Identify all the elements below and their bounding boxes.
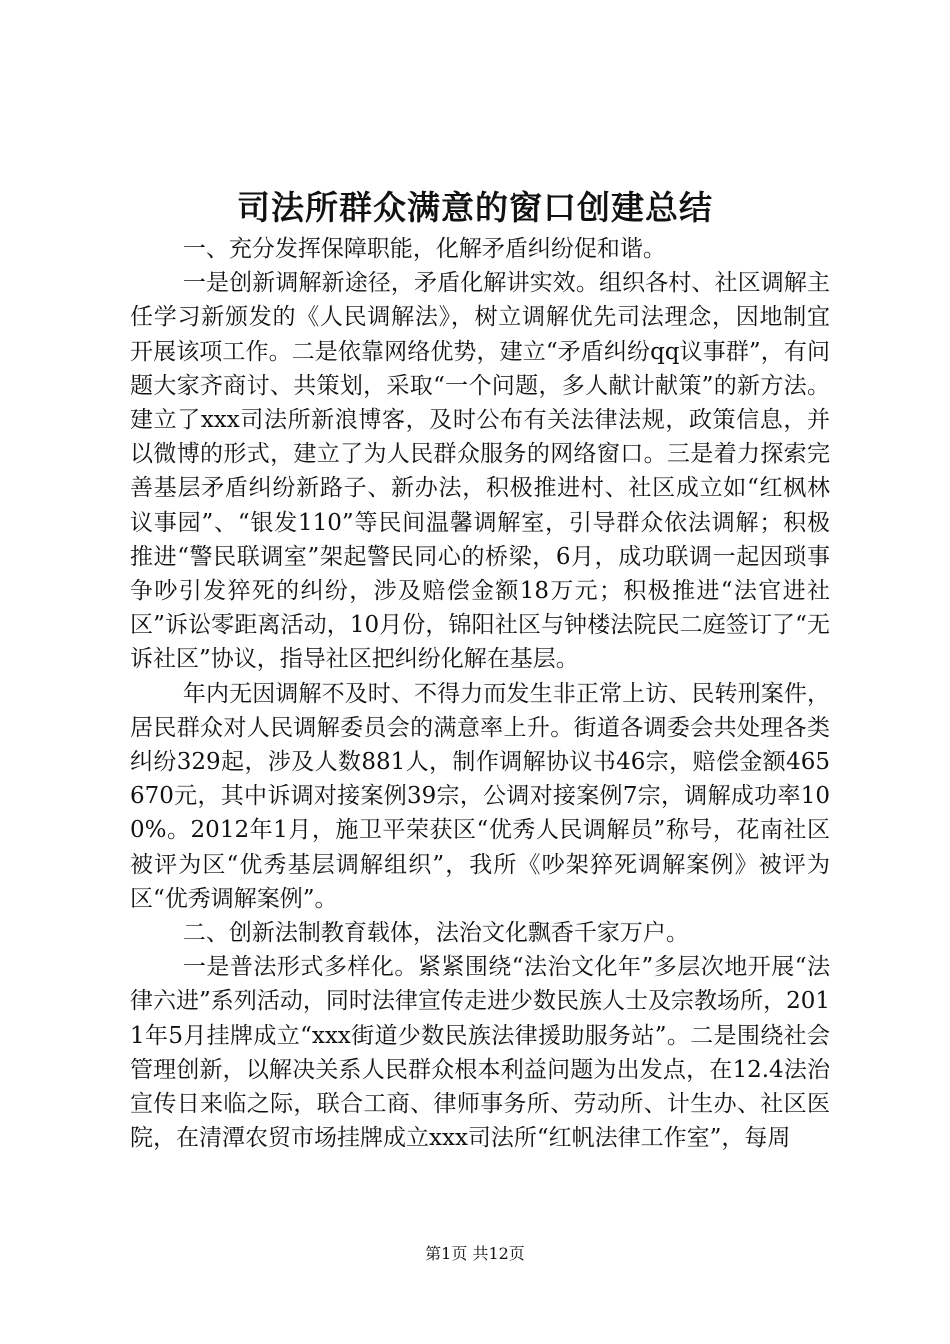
section-heading-2: 二、创新法制教育载体，法治文化飘香千家万户。 <box>182 920 689 947</box>
document-body <box>130 232 830 1155</box>
page-number-footer: 第1页 共12页 <box>425 1244 525 1263</box>
body-paragraph: 一是普法形式多样化。紧紧围绕“法治文化年”多层次地开展“法律六进”系列活动，同时法律宣传走进少数民族人士及宗教场所，2011年5月挂牌成立“xxx街道少数民族法律援助服务站”。二是围绕社会管理创新，以解决关系人民群众根本利益问题为出发点，在12.4法治宣传日来临之际，联合工商、律师事务所、劳动所、计生办、社区医院，在清潭农贸市场挂牌成立xxx司法所“红帆法律工作室”，每周 <box>130 954 830 1152</box>
body-paragraph: 年内无因调解不及时、不得力而发生非正常上访、民转刑案件，居民群众对人民调解委员会的满意率上升。街道各调委会共处理各类纠纷329起，涉及人数881人，制作调解协议书46宗，赔偿金额465670元，其中诉调对接案例39宗，公调对接案例7宗，调解成功率100%。2012年1月，施卫平荣获区“优秀人民调解员”称号，花南社区被评为区“优秀基层调解组织”，我所《吵架猝死调解案例》被评为区“优秀调解案例”。 <box>130 680 830 912</box>
body-paragraph: 一是创新调解新途径，矛盾化解讲实效。组织各村、社区调解主任学习新颁发的《人民调解法》，树立调解优先司法理念，因地制宜开展该项工作。二是依靠网络优势，建立“矛盾纠纷qq议事群”，有问题大家齐商讨、共策划，采取“一个问题，多人献计献策”的新方法。建立了xxx司法所新浪博客，及时公布有关法律法规，政策信息，并以微博的形式，建立了为人民群众服务的网络窗口。三是着力探索完善基层矛盾纠纷新路子、新办法，积极推进村、社区成立如“红枫林议事园”、“银发110”等民间温馨调解室，引导群众依法调解；积极推进“警民联调室”架起警民同心的桥梁，6月，成功联调一起因琐事争吵引发猝死的纠纷，涉及赔偿金额18万元；积极推进“法官进社区”诉讼零距离活动，10月份，锦阳社区与钟楼法院民二庭签订了“无诉社区”协议，指导社区把纠纷化解在基层。 <box>130 270 830 673</box>
section-heading-1: 一、充分发挥保障职能，化解矛盾纠纷促和谐。 <box>182 236 666 262</box>
document-title: 司法所群众满意的窗口创建总结 <box>237 188 713 227</box>
